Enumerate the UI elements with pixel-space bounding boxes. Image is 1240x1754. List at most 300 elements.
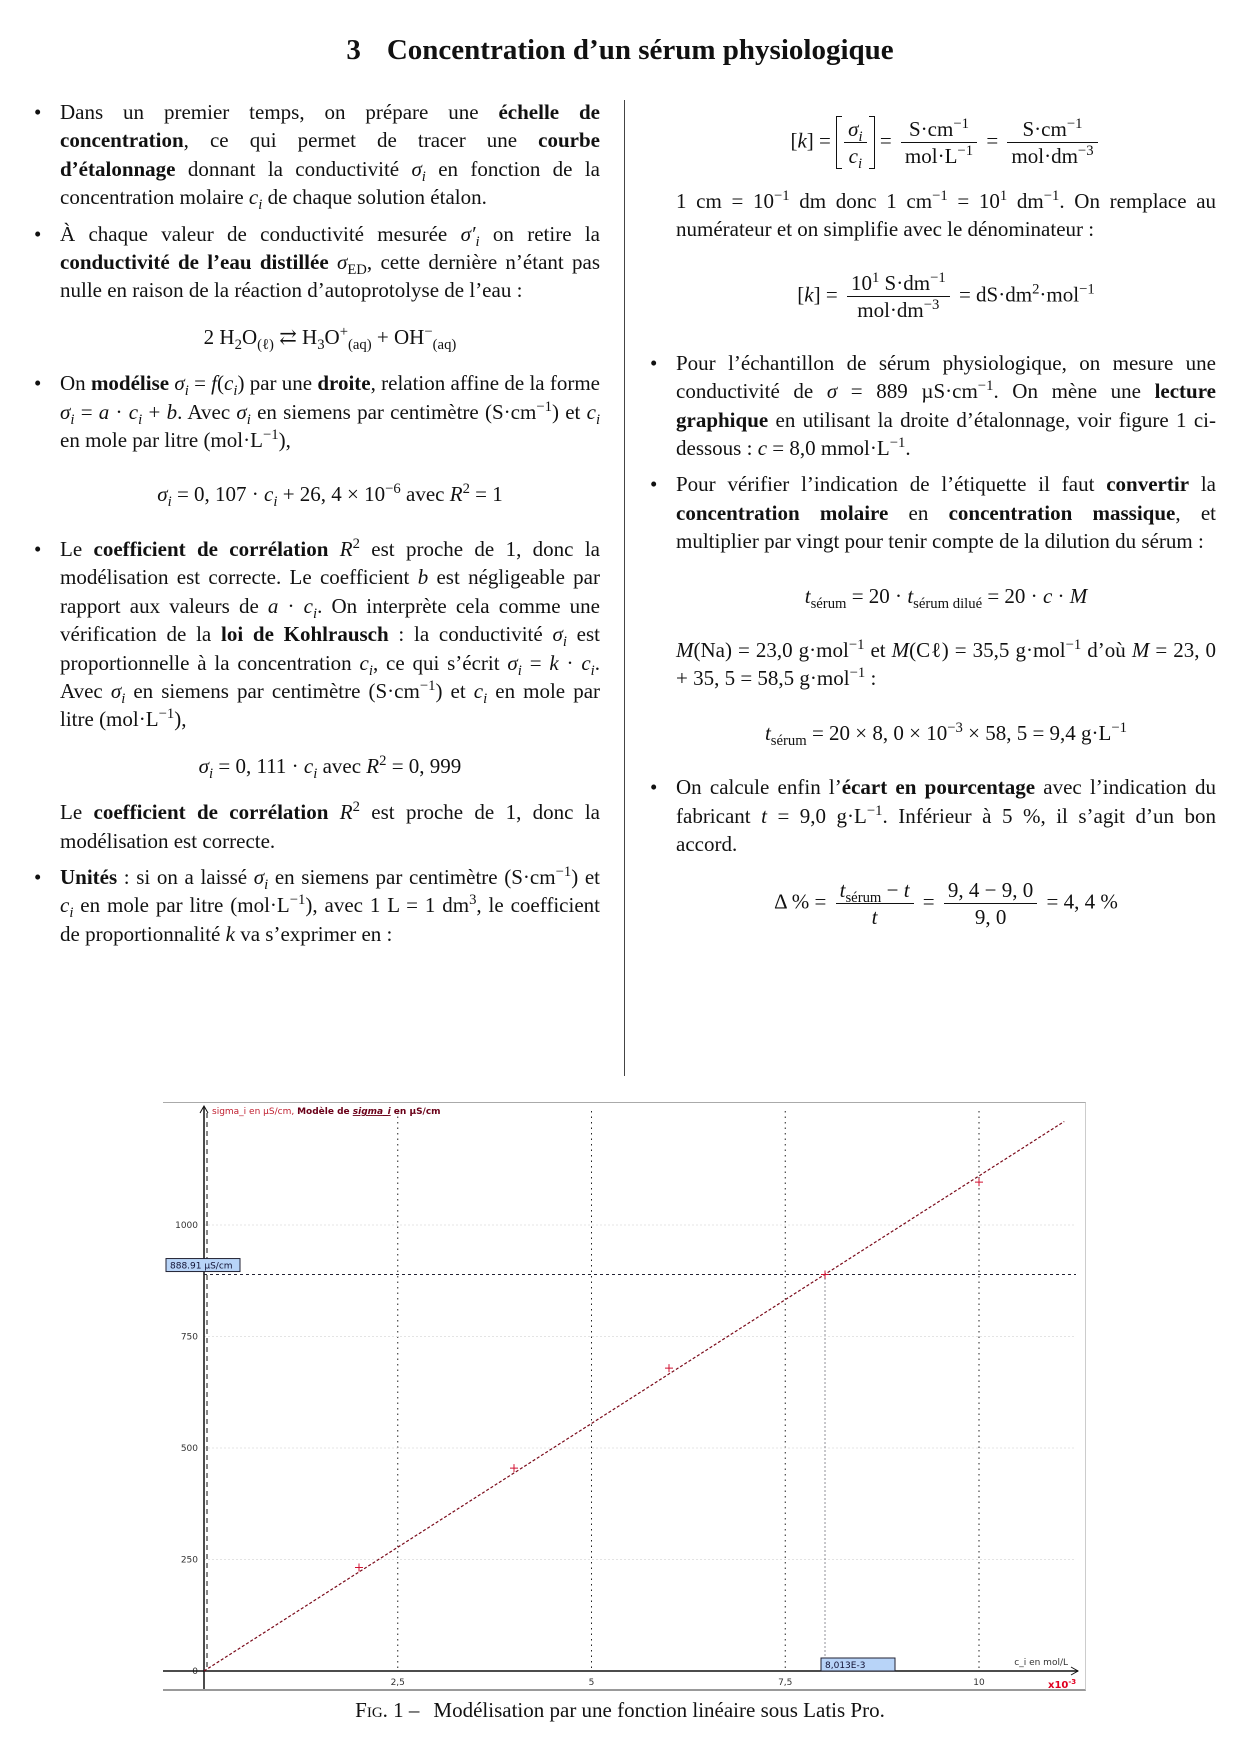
math-variable: R [366, 753, 380, 778]
text-run: = [981, 128, 1004, 153]
math-variable: σ [60, 399, 71, 424]
text-run: À chaque valeur de conductivité mesurée [60, 221, 461, 246]
y-tick-label: 750 [180, 1332, 198, 1343]
bold-term: Unités [60, 864, 118, 889]
x-tick-label: 2,5 [390, 1678, 405, 1688]
math-variable: M [891, 638, 910, 663]
text-run: = 4, 4 % [1041, 888, 1118, 913]
subscript: i [483, 691, 488, 708]
text-run: · [558, 650, 582, 675]
text-run: et [864, 638, 892, 663]
text-run: est proche de 1, donc la modélisation est correcte. [60, 800, 600, 853]
text-run: = 0, 999 [386, 753, 462, 778]
figure-caption-text: Modélisation par une fonction linéaire sous Latis Pro. [433, 1698, 885, 1722]
text-run: ), avec 1 L = 1 dm [305, 893, 470, 918]
subscript: i [70, 411, 75, 428]
math-variable: t [839, 877, 846, 902]
text-run: est proche de 1, donc la modélisation est correcte. Le coefficient [60, 536, 600, 590]
math-variable: c [757, 436, 768, 461]
data-point [665, 1364, 673, 1372]
fraction-denominator [844, 143, 866, 173]
paragraph [60, 798, 600, 855]
text-run: · [109, 399, 129, 424]
equation [676, 270, 1216, 323]
text-run: + 26, 4 × 10 [277, 482, 386, 507]
text-run: + OH [371, 324, 425, 349]
text-run: O [324, 324, 340, 349]
superscript: −1 [930, 269, 946, 286]
subscript: 3 [317, 337, 325, 354]
text-run: 10 [850, 270, 872, 295]
text-run: , ce qui s’écrit [372, 650, 508, 675]
subscript: i [421, 169, 426, 185]
math-variable: σ [110, 678, 122, 703]
math-variable: c [581, 650, 591, 675]
text-run: avec l’indication du fabricant [676, 775, 1216, 828]
bold-term: concentration molaire [676, 500, 889, 525]
model-line [204, 1121, 1064, 1671]
superscript: −1 [1065, 637, 1082, 654]
subscript: i [167, 494, 172, 511]
equation [60, 323, 600, 354]
chart-title-part: sigma_i en µS/cm, [212, 1107, 298, 1117]
math-variable: t [764, 720, 771, 745]
y-tick-label: 0 [192, 1667, 198, 1677]
math-variable: c [586, 399, 596, 424]
text-run: . On interprète cela comme une vérification de la [60, 593, 601, 647]
text-run: en [888, 500, 949, 525]
text-run: = 1 [469, 482, 503, 507]
text-run: S·cm [909, 117, 954, 141]
text-run: ] = [813, 282, 843, 307]
subscript: sérum [845, 889, 882, 906]
math-variable: a [98, 399, 110, 424]
cursor-point [821, 1271, 829, 1279]
subscript: i [258, 197, 263, 214]
text-run: en mole par litre (mol·L [60, 678, 601, 732]
text-run: 1 cm = 10 [676, 189, 774, 213]
superscript: 2 [1032, 281, 1040, 298]
x-tick-label: 5 [588, 1678, 595, 1688]
math-variable: k [804, 282, 814, 307]
math-variable: σ [198, 753, 210, 778]
bullet-paragraph [60, 535, 600, 734]
bullet-paragraph [676, 470, 1216, 555]
subscript: i [233, 383, 238, 400]
text-run: − [881, 877, 904, 902]
superscript: − [424, 323, 433, 340]
x-tick-label: 10 [973, 1678, 985, 1688]
superscript: + [339, 323, 349, 340]
subscript: i [562, 634, 567, 651]
text-run: ), [174, 707, 187, 732]
chart-title-part: en µS/cm [390, 1107, 441, 1117]
superscript: 3 [469, 892, 477, 909]
text-run: × 58, 5 = 9,4 g·L [962, 720, 1112, 745]
superscript: −1 [957, 143, 974, 159]
bold-term: loi de Kohlrausch [221, 622, 389, 647]
text-run: = [874, 128, 897, 153]
math-variable: c [60, 893, 70, 918]
text-run: = dS·dm [953, 282, 1033, 307]
text-run: on retire la [479, 221, 600, 246]
text-run: : si on a laissé [117, 864, 254, 889]
text-run [328, 537, 339, 561]
subscript: (ℓ) [257, 337, 274, 354]
superscript: −1 [1111, 719, 1128, 736]
text-run: est négligeable par rapport aux valeurs de [60, 565, 600, 618]
math-variable: σ [507, 650, 518, 675]
text-run: est proportionnelle à la concentration [60, 622, 600, 675]
text-run: la [1189, 472, 1216, 497]
text-run: en siemens par centimètre (S·cm [250, 399, 537, 424]
text-run: = 8,0 mmol·L [767, 436, 890, 461]
text-run: en fonction de la concentration molaire [60, 156, 600, 210]
text-run: . On remplace au numérateur et on simplifie avec le dénominateur : [676, 189, 1217, 242]
text-run: Pour l’échantillon de sérum physiologique, on mesure une conductivité de [676, 350, 1216, 404]
subscript: i [857, 156, 863, 173]
bold-term: courbe d’étalonnage [60, 128, 600, 181]
math-variable: c [848, 144, 858, 168]
text-run: (Na) = 23,0 g·mol [693, 638, 849, 663]
math-variable: σ [157, 482, 168, 507]
right-column [676, 98, 1216, 948]
text-run: = 20 × 8, 0 × 10 [806, 720, 948, 745]
data-point [975, 1178, 983, 1186]
subscript: i [590, 662, 595, 679]
text-run: . Inférieur à 5 %, il s’agit d’un bon accord. [676, 803, 1216, 857]
column-divider [624, 100, 625, 1076]
subscript: sérum dilué [913, 595, 983, 612]
subscript: sérum [810, 595, 847, 612]
text-run: mol·dm [1011, 144, 1078, 168]
text-run: = 10 [947, 189, 1000, 213]
bullet-paragraph [60, 220, 600, 305]
text-run: , relation affine de la forme [370, 371, 601, 396]
superscript: −1 [1043, 188, 1060, 204]
superscript: 2 [379, 752, 387, 769]
figure-caption [0, 1698, 1240, 1723]
subscript: i [368, 662, 373, 679]
math-variable: t [761, 803, 767, 828]
fraction-numerator [1007, 116, 1097, 143]
math-variable: σ [236, 399, 247, 424]
math-variable: c [224, 371, 234, 396]
text-run: S·dm [879, 270, 931, 295]
text-run: va s’exprimer en : [234, 921, 393, 946]
text-run: + [142, 399, 167, 424]
fraction [1007, 116, 1097, 169]
text-run: , et multiplier par vingt pour tenir compte de la dilution du sérum : [676, 500, 1216, 554]
equation [676, 582, 1216, 610]
text-run: avec [400, 482, 450, 507]
bold-term: convertir [1106, 472, 1190, 497]
bold-term: écart en pourcentage [841, 775, 1036, 800]
superscript: −1 [977, 378, 994, 395]
subscript: i [475, 233, 480, 250]
text-run: mol·L [904, 144, 958, 168]
math-variable: f [211, 371, 218, 396]
text-run: = [917, 888, 940, 913]
subscript: i [69, 905, 74, 922]
subscript: i [138, 411, 143, 428]
text-run: [ [790, 128, 798, 153]
fraction-numerator [847, 270, 950, 297]
text-run: O [241, 324, 258, 349]
subscript: i [858, 129, 863, 146]
math-variable: σ [411, 156, 422, 181]
superscript: −1 [889, 435, 906, 452]
text-run: . Avec [177, 399, 237, 424]
bold-term: coefficient de corrélation [93, 800, 329, 825]
text-run: en utilisant la droite d’étalonnage, voir figure 1 ci-dessous : [676, 407, 1216, 461]
chart-title-part: Modèle de [297, 1107, 353, 1117]
math-variable: M [1069, 583, 1088, 608]
fraction-denominator [944, 904, 1037, 930]
math-variable: R [449, 482, 463, 507]
text-run: dm [1007, 189, 1044, 213]
subscript: i [209, 765, 214, 782]
cursor-x-label: 8,013E-3 [825, 1661, 866, 1671]
subscript: 2 [234, 337, 242, 354]
text-run: = 20 · [982, 583, 1043, 608]
superscript: −1 [848, 637, 865, 654]
subscript: i [313, 605, 318, 622]
math-variable: σ [552, 622, 563, 647]
paragraph [676, 187, 1216, 244]
text-run: . Avec [60, 650, 600, 703]
subscript: i [246, 411, 251, 428]
text-run: = [521, 650, 550, 675]
subscript: i [273, 494, 278, 511]
text-run: , le coefficient de proportionnalité [60, 893, 600, 946]
subscript: i [184, 383, 189, 400]
bold-term: lecture graphique [676, 379, 1216, 432]
chart-title-part: sigma_i [352, 1107, 391, 1117]
math-variable: k [797, 128, 807, 153]
text-run: Le [60, 800, 94, 825]
x-tick-label: 7,5 [778, 1678, 793, 1688]
math-variable: c [1042, 583, 1053, 608]
text-run: 9, 0 [974, 904, 1007, 929]
text-run: . On mène une [993, 379, 1155, 404]
text-run: (Cℓ) = 35,5 g·mol [909, 638, 1066, 663]
math-variable: t [804, 583, 811, 608]
math-variable: σ [848, 117, 859, 141]
bullet-paragraph [676, 773, 1216, 858]
superscript: −3 [923, 296, 940, 313]
text-run: Pour vérifier l’indication de l’étiquette il faut [676, 472, 1107, 497]
x-multiplier: $x10^{-3}$ [1048, 1678, 1077, 1689]
text-run: ] = [806, 128, 837, 153]
subscript: sérum [770, 733, 807, 750]
text-run: = 23, 0 + 35, 5 = 58,5 g·mol [676, 638, 1217, 691]
chart-plot [163, 1103, 1085, 1689]
text-run: S·cm [1022, 117, 1067, 141]
math-variable: t [907, 583, 914, 608]
math-variable: M [676, 638, 694, 663]
text-run: ) et [571, 864, 600, 889]
subscript: i [517, 662, 522, 679]
superscript: −6 [385, 481, 401, 498]
text-run: , ce qui permet de tracer une [183, 128, 539, 153]
text-run: ·mol [1039, 282, 1080, 307]
y-tick-label: 250 [180, 1555, 198, 1566]
bold-term: modélise [90, 371, 170, 396]
fraction-denominator [1007, 143, 1097, 169]
bullet-paragraph [60, 863, 600, 948]
cursor-y-label: 888.91 µS/cm [170, 1261, 233, 1272]
math-variable: σ [826, 379, 838, 404]
fraction [836, 877, 914, 930]
calibration-chart [163, 1102, 1086, 1691]
math-variable: σ′ [460, 221, 476, 246]
text-run: ) par une [237, 371, 318, 396]
superscript: −1 [419, 677, 436, 694]
superscript: −1 [932, 188, 948, 204]
superscript: 2 [352, 799, 360, 816]
text-run: . [905, 436, 911, 461]
math-variable: σ [174, 371, 185, 396]
math-variable: c [264, 482, 274, 507]
bold-term: droite [317, 371, 371, 396]
left-column [60, 98, 600, 956]
subscript: i [313, 765, 318, 782]
equation [676, 877, 1216, 930]
text-run: d’où [1081, 638, 1132, 663]
subscript: ED [347, 262, 367, 279]
text-run: 9, 4 − 9, 0 [947, 877, 1034, 902]
superscript: −1 [849, 665, 866, 682]
text-run: en mole par litre (mol·L [60, 428, 263, 453]
text-run [329, 250, 337, 274]
fraction-numerator [836, 877, 914, 904]
math-variable: c [248, 185, 259, 210]
y-tick-label: 500 [180, 1444, 198, 1454]
text-run: : [865, 666, 877, 691]
bold-term: coefficient de corrélation [93, 536, 329, 561]
text-run: · [278, 593, 304, 618]
bullet-paragraph [60, 369, 600, 454]
math-variable: M [1131, 638, 1150, 663]
text-run: On calcule enfin l’ [676, 775, 842, 800]
superscript: 2 [352, 535, 360, 552]
fraction-numerator [901, 116, 977, 143]
x-multiplier-exponent: -3 [1068, 1678, 1077, 1686]
text-run: mol·dm [857, 297, 924, 322]
superscript: −1 [1079, 281, 1095, 298]
bullet-paragraph [676, 349, 1216, 463]
bullet-paragraph [60, 98, 600, 212]
equation [676, 116, 1216, 173]
text-run: = [188, 371, 212, 396]
text-run: On [60, 371, 91, 396]
math-variable: c [473, 678, 484, 703]
superscript: −1 [555, 863, 572, 880]
text-run: Δ % = [774, 888, 832, 913]
text-run: Dans un premier temps, on prépare une [60, 100, 499, 124]
subscript: (aq) [432, 337, 457, 354]
math-variable: σ [336, 250, 348, 275]
chart-title [212, 1106, 441, 1117]
text-run [328, 800, 339, 824]
fraction [901, 116, 977, 169]
text-run: en siemens par centimètre (S·cm [125, 678, 420, 703]
math-variable: R [339, 800, 353, 825]
superscript: 1 [999, 188, 1008, 204]
math-variable: t [871, 904, 878, 929]
text-run: ⇄ H [273, 324, 318, 349]
text-run: en siemens par centimètre (S·cm [268, 864, 556, 889]
superscript: 1 [871, 269, 880, 286]
text-run: avec [317, 753, 367, 778]
math-variable: c [128, 399, 139, 424]
section-heading [0, 34, 1240, 67]
subscript: i [121, 691, 126, 708]
section-number: 3 [346, 34, 361, 66]
fraction-denominator [847, 297, 950, 323]
superscript: −3 [947, 719, 963, 736]
superscript: 2 [462, 481, 470, 498]
fraction-denominator [836, 904, 914, 930]
subscript: i [264, 877, 269, 894]
fraction-numerator [844, 116, 866, 146]
math-variable: k [549, 650, 559, 675]
superscript: −1 [536, 398, 552, 415]
bold-term: conductivité de l’eau distillée [60, 250, 329, 275]
fraction [944, 877, 1037, 930]
math-variable: b [166, 399, 178, 424]
text-run: = [74, 399, 99, 424]
superscript: −1 [158, 706, 175, 723]
superscript: −1 [866, 802, 883, 819]
math-variable: b [417, 565, 429, 590]
text-run: = 0, 111 · [213, 753, 304, 778]
superscript: −1 [289, 892, 306, 909]
fraction-denominator [901, 143, 977, 169]
bold-term: échelle de concentration [60, 100, 601, 153]
fraction [847, 270, 950, 323]
fraction [844, 116, 866, 173]
superscript: −3 [1077, 143, 1094, 159]
paragraph [676, 636, 1216, 693]
text-run: de chaque solution étalon. [262, 185, 487, 210]
subscript: i [595, 411, 601, 428]
equation [60, 752, 600, 780]
text-run: Le [60, 536, 94, 561]
subscript: (aq) [348, 337, 372, 354]
math-variable: R [339, 536, 353, 561]
text-run: ( [217, 371, 225, 396]
text-run: 2 H [203, 324, 235, 349]
text-run: donnant la conductivité [175, 156, 412, 181]
bracket-expression [836, 116, 874, 173]
math-variable: c [303, 753, 314, 778]
math-variable: k [225, 921, 235, 946]
text-run: ) et [551, 399, 587, 424]
superscript: −1 [773, 188, 790, 204]
section-title: Concentration d’un sérum physiologique [386, 34, 894, 66]
text-run: , cette dernière n’étant pas nulle en raison de la réaction d’autoprotolyse de l’eau : [60, 250, 601, 303]
text-run: : la conductivité [388, 622, 553, 647]
x-axis-label: c_i en mol/L [1014, 1658, 1068, 1668]
text-run: = 20 · [846, 583, 908, 608]
text-run: = 889 µS·cm [837, 379, 978, 404]
text-run: = 9,0 g·L [766, 803, 867, 828]
superscript: −1 [1066, 116, 1083, 132]
math-variable: c [303, 593, 313, 618]
superscript: −1 [953, 116, 969, 132]
